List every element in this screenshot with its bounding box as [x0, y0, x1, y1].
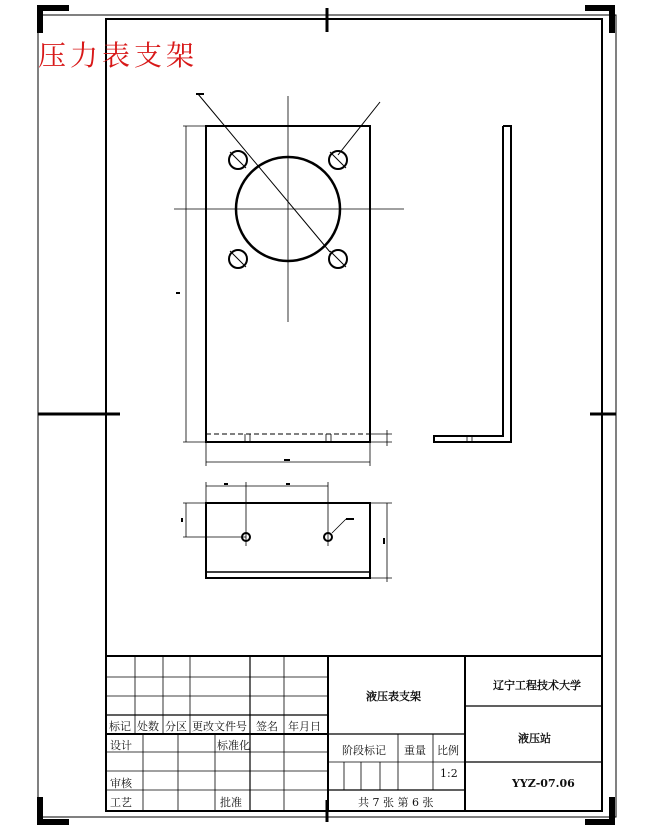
front-view [174, 94, 404, 466]
label-date: 年月日 [288, 720, 321, 733]
label-stage-mark: 阶段标记 [342, 744, 386, 757]
drawing-heading: 压力表支架 [38, 39, 199, 72]
label-approve: 批准 [220, 796, 242, 809]
project-name: 液压站 [518, 732, 551, 745]
scale-value: 1:2 [440, 767, 458, 780]
sheet-count: 共 7 张 第 6 张 [358, 796, 434, 809]
label-scale: 比例 [437, 744, 459, 757]
part-name: 液压表支架 [366, 690, 421, 703]
drawing-number: YYZ-07.06 [512, 777, 575, 790]
school-name: 辽宁工程技术大学 [493, 679, 581, 692]
label-design: 设计 [110, 739, 132, 752]
label-review: 审核 [110, 777, 132, 790]
label-signature: 签名 [256, 720, 278, 733]
corner-marks [40, 8, 612, 822]
label-zone: 分区 [165, 720, 187, 733]
label-weight: 重量 [404, 744, 426, 757]
side-view [434, 126, 511, 442]
label-count: 处数 [137, 720, 159, 733]
label-change-doc: 更改文件号 [192, 720, 247, 733]
label-mark: 标记 [109, 720, 131, 733]
top-view [182, 482, 392, 582]
label-standardize: 标准化 [217, 739, 250, 752]
label-process: 工艺 [110, 796, 132, 809]
